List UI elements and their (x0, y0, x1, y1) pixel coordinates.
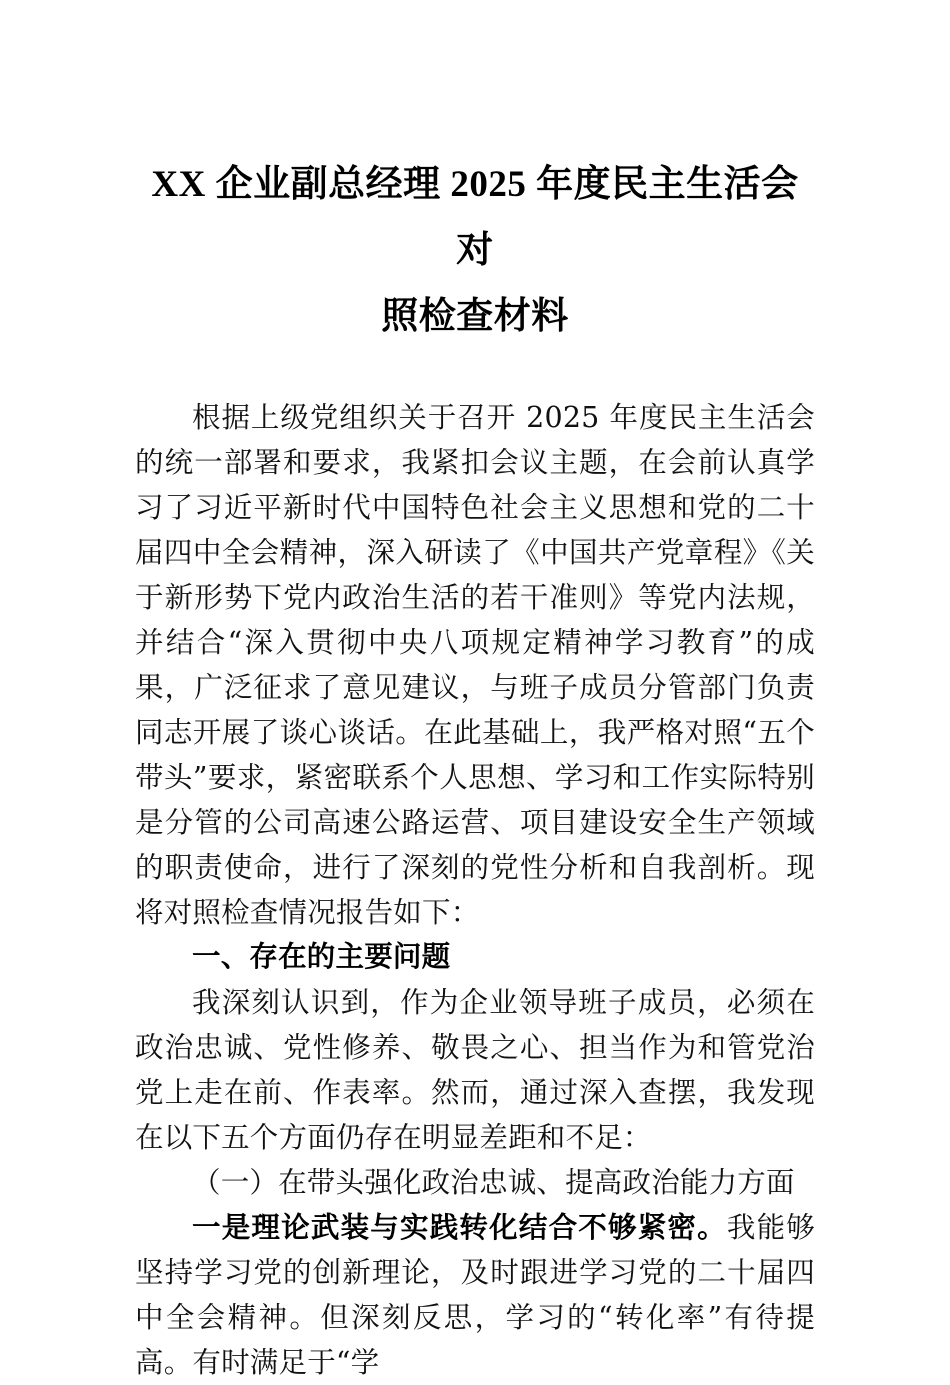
document-body (135, 395, 815, 1385)
page-title (135, 0, 815, 350)
section-heading-one: 一、存在的主要问题 (192, 941, 451, 973)
point-one-bold-lead: 一是理论武装与实践转化结合不够紧密。 (192, 1210, 727, 1244)
point-one-paragraph (135, 1205, 815, 1385)
title-line-1: XX 企业副总经理 2025 年度民主生活会对 (151, 164, 799, 271)
point-one-body-text: 我能够坚持学习党的创新理论，及时跟进学习党的二十届四中全会精神。但深刻反思，学习的“转化率”有待提高。有时满足于“学 (135, 1211, 815, 1379)
title-line-2: 照检查材料 (381, 296, 569, 337)
section-one-paragraph: 我深刻认识到，作为企业领导班子成员，必须在政治忠诚、党性修养、敬畏之心、担当作为和管党治党上走在前、作表率。然而，通过深入查摆，我发现在以下五个方面仍存在明显差距和不足： (135, 986, 815, 1154)
intro-paragraph: 根据上级党组织关于召开 2025 年度民主生活会的统一部署和要求，我紧扣会议主题，在会前认真学习了习近平新时代中国特色社会主义思想和党的二十届四中全会精神，深入研读了《中国共产党章程》《关于新形势下党内政治生活的若干准则》等党内法规，并结合“深入贯彻中央八项规定精神学习教育”的成果，广泛征求了意见建议，与班子成员分管部门负责同志开展了谈心谈话。在此基础上，我严格对照“五个带头”要求，紧密联系个人思想、学习和工作实际特别是分管的公司高速公路运营、项目建设安全生产领域的职责使命，进行了深刻的党性分析和自我剖析。现将对照检查情况报告如下： (135, 401, 815, 929)
subsection-heading-one-a: （一）在带头强化政治忠诚、提高政治能力方面 (192, 1166, 795, 1199)
